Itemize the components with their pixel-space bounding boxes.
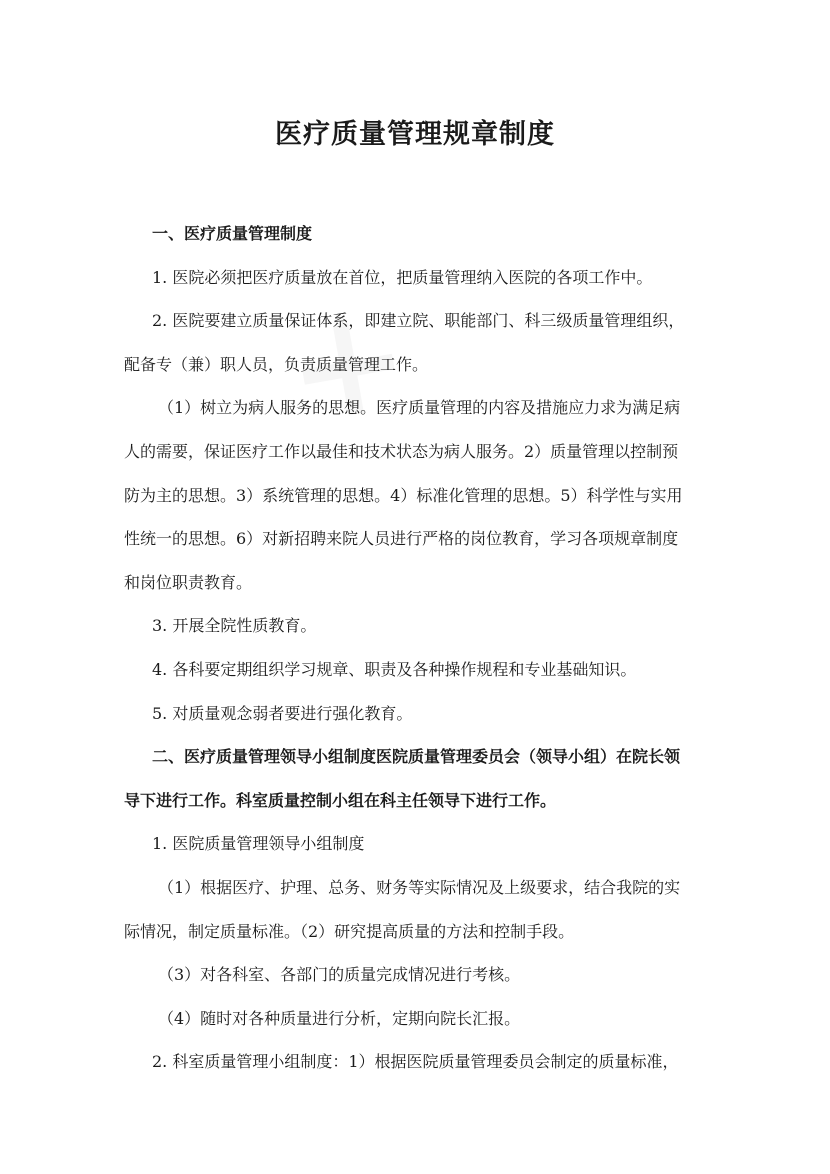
text-line: （4）随时对各种质量进行分析，定期向院长汇报。 <box>158 1008 521 1028</box>
text-line: 和岗位职责教育。 <box>124 572 253 592</box>
text-line: 一、医疗质量管理制度 <box>152 224 313 243</box>
text-line: 二、医疗质量管理领导小组制度医院质量管理委员会（领导小组）在院长领 <box>152 747 681 767</box>
text-line: 3. 开展全院性质教育。 <box>152 616 317 636</box>
text-line: （1）根据医疗、护理、总务、财务等实际情况及上级要求，结合我院的实 <box>158 877 681 897</box>
text-line: 2. 科室质量管理小组制度：1）根据医院质量管理委员会制定的质量标准， <box>152 1052 679 1072</box>
text-line: 2. 医院要建立质量保证体系，即建立院、职能部门、科三级质量管理组织， <box>152 311 685 331</box>
text-line: 际情况，制定质量标准。（2）研究提高质量的方法和控制手段。 <box>124 921 575 941</box>
text-line: 5. 对质量观念弱者要进行强化教育。 <box>152 703 413 723</box>
text-line: 1. 医院质量管理领导小组制度 <box>152 834 365 854</box>
text-line: 人的需要，保证医疗工作以最佳和技术状态为病人服务。2）质量管理以控制预 <box>124 441 679 461</box>
text-line: （3）对各科室、各部门的质量完成情况进行考核。 <box>158 965 521 985</box>
text-line: 防为主的思想。3）系统管理的思想。4）标准化管理的思想。5）科学性与实用 <box>124 485 683 505</box>
text-line: 4. 各科要定期组织学习规章、职责及各种操作规程和专业基础知识。 <box>152 659 637 679</box>
text-line: 配备专（兼）职人员，负责质量管理工作。 <box>124 354 429 374</box>
text-line: （1）树立为病人服务的思想。医疗质量管理的内容及措施应力求为满足病 <box>158 398 681 418</box>
text-line: 性统一的思想。6）对新招聘来院人员进行严格的岗位教育，学习各项规章制度 <box>124 529 679 549</box>
document-body <box>124 212 714 1084</box>
document-title: 医疗质量管理规章制度 <box>275 119 555 150</box>
text-line: 1. 医院必须把医疗质量放在首位，把质量管理纳入医院的各项工作中。 <box>152 267 653 287</box>
text-line: 导下进行工作。科室质量控制小组在科主任领导下进行工作。 <box>124 790 557 810</box>
